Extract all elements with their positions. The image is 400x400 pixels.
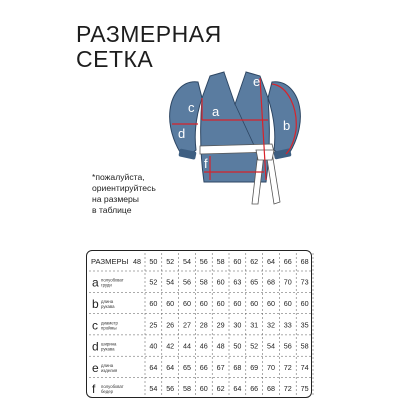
table-cell: 30 <box>233 320 242 330</box>
label-f: f <box>204 156 208 171</box>
row-letter: b <box>92 296 99 311</box>
left-sleeve <box>170 82 202 156</box>
table-cell: 60 <box>300 298 309 308</box>
table-cell: 67 <box>216 362 225 372</box>
size-header-cell: 68 <box>300 257 309 266</box>
table-cell: 32 <box>267 320 275 330</box>
size-table-grid <box>87 251 313 399</box>
table-cell: 60 <box>199 384 208 394</box>
table-cell: 40 <box>149 341 158 351</box>
row-letter: c <box>92 318 98 333</box>
table-cell: 52 <box>250 341 259 351</box>
table-cell: 68 <box>267 384 275 394</box>
size-header-cell: 52 <box>166 257 175 266</box>
size-header-cell: 48 <box>133 257 141 266</box>
table-cell: 54 <box>166 277 175 287</box>
table-cell: 27 <box>183 320 191 330</box>
size-header-cell: 50 <box>149 257 158 266</box>
table-cell: 66 <box>250 384 259 394</box>
label-a: a <box>212 104 220 119</box>
row-desc: ширина <box>101 341 117 347</box>
table-cell: 42 <box>166 341 175 351</box>
row-letter: e <box>92 360 99 375</box>
table-cell: 60 <box>233 298 242 308</box>
table-cell: 70 <box>267 362 275 372</box>
table-cell: 44 <box>183 341 191 351</box>
table-cell: 25 <box>149 320 158 330</box>
table-cell: 56 <box>183 277 191 287</box>
table-cell: 70 <box>283 277 292 287</box>
table-cell: 52 <box>149 277 158 287</box>
table-cell: 64 <box>149 362 158 372</box>
size-note <box>92 172 156 216</box>
row-desc: диаметр <box>101 320 118 326</box>
table-cell: 33 <box>283 320 292 330</box>
table-cell: 60 <box>216 277 225 287</box>
row-letter: d <box>92 339 99 354</box>
row-desc: проймы <box>101 325 117 331</box>
note-line-1: *пожалуйста, <box>92 172 145 182</box>
table-cell: 63 <box>233 277 242 287</box>
table-cell: 72 <box>283 362 292 372</box>
table-cell: 74 <box>300 362 309 372</box>
table-cell: 58 <box>199 277 208 287</box>
table-cell: 46 <box>199 341 208 351</box>
table-cell: 54 <box>149 384 158 394</box>
row-desc: рукава <box>101 303 115 309</box>
table-cell: 72 <box>283 384 292 394</box>
size-header-cell: 60 <box>233 257 242 266</box>
row-desc: длина <box>101 298 114 304</box>
table-cell: 58 <box>183 384 191 394</box>
table-cell: 62 <box>216 384 225 394</box>
table-cell: 60 <box>250 298 259 308</box>
table-cell: 65 <box>183 362 191 372</box>
size-header-cell: 66 <box>283 257 292 266</box>
table-cell: 54 <box>267 341 275 351</box>
table-cell: 69 <box>250 362 259 372</box>
table-cell: 60 <box>283 298 292 308</box>
table-cell: 48 <box>216 341 225 351</box>
table-cell: 68 <box>267 277 275 287</box>
size-header-cell: 58 <box>216 257 225 266</box>
table-cell: 60 <box>267 298 275 308</box>
label-c: c <box>188 100 195 115</box>
row-desc: полуобхват <box>101 384 124 390</box>
table-cell: 60 <box>183 298 191 308</box>
note-line-4: в таблице <box>92 205 132 215</box>
label-e: e <box>253 74 261 89</box>
title-line-1: РАЗМЕРНАЯ <box>76 21 222 47</box>
row-desc: длина <box>101 362 114 368</box>
title-line-2: СЕТКА <box>76 46 154 72</box>
row-desc: груди <box>101 282 112 288</box>
size-table <box>86 250 312 398</box>
table-cell: 60 <box>216 298 225 308</box>
size-header-cell: 62 <box>250 257 259 266</box>
table-cell: 68 <box>233 362 242 372</box>
note-line-2: ориентируйтесь <box>92 183 156 193</box>
table-cell: 60 <box>149 298 158 308</box>
size-header-cell: 64 <box>267 257 275 266</box>
table-cell: 56 <box>166 384 175 394</box>
size-header-cell: 54 <box>183 257 191 266</box>
row-desc: изделия <box>101 367 118 373</box>
table-cell: 56 <box>283 341 292 351</box>
table-cell: 35 <box>300 320 309 330</box>
header-label: РАЗМЕРЫ <box>91 257 129 266</box>
label-d: d <box>178 126 186 141</box>
table-cell: 64 <box>233 384 242 394</box>
table-cell: 50 <box>233 341 242 351</box>
table-cell: 28 <box>199 320 208 330</box>
label-b: b <box>283 118 291 133</box>
table-cell: 29 <box>216 320 225 330</box>
table-cell: 26 <box>166 320 175 330</box>
table-cell: 31 <box>250 320 259 330</box>
table-cell: 64 <box>166 362 175 372</box>
table-cell: 75 <box>300 384 309 394</box>
row-letter: a <box>92 275 99 290</box>
table-cell: 66 <box>199 362 208 372</box>
table-cell: 58 <box>300 341 309 351</box>
table-cell: 73 <box>300 277 309 287</box>
row-desc: рукава <box>101 346 115 352</box>
row-desc: полуобхват <box>101 277 124 283</box>
blouse-illustration <box>140 64 330 214</box>
row-letter: f <box>92 382 96 397</box>
table-cell: 60 <box>199 298 208 308</box>
table-cell: 65 <box>250 277 259 287</box>
note-line-3: на размеры <box>92 194 139 204</box>
row-desc: бедер <box>101 389 113 395</box>
table-cell: 60 <box>166 298 175 308</box>
size-header-cell: 56 <box>199 257 208 266</box>
